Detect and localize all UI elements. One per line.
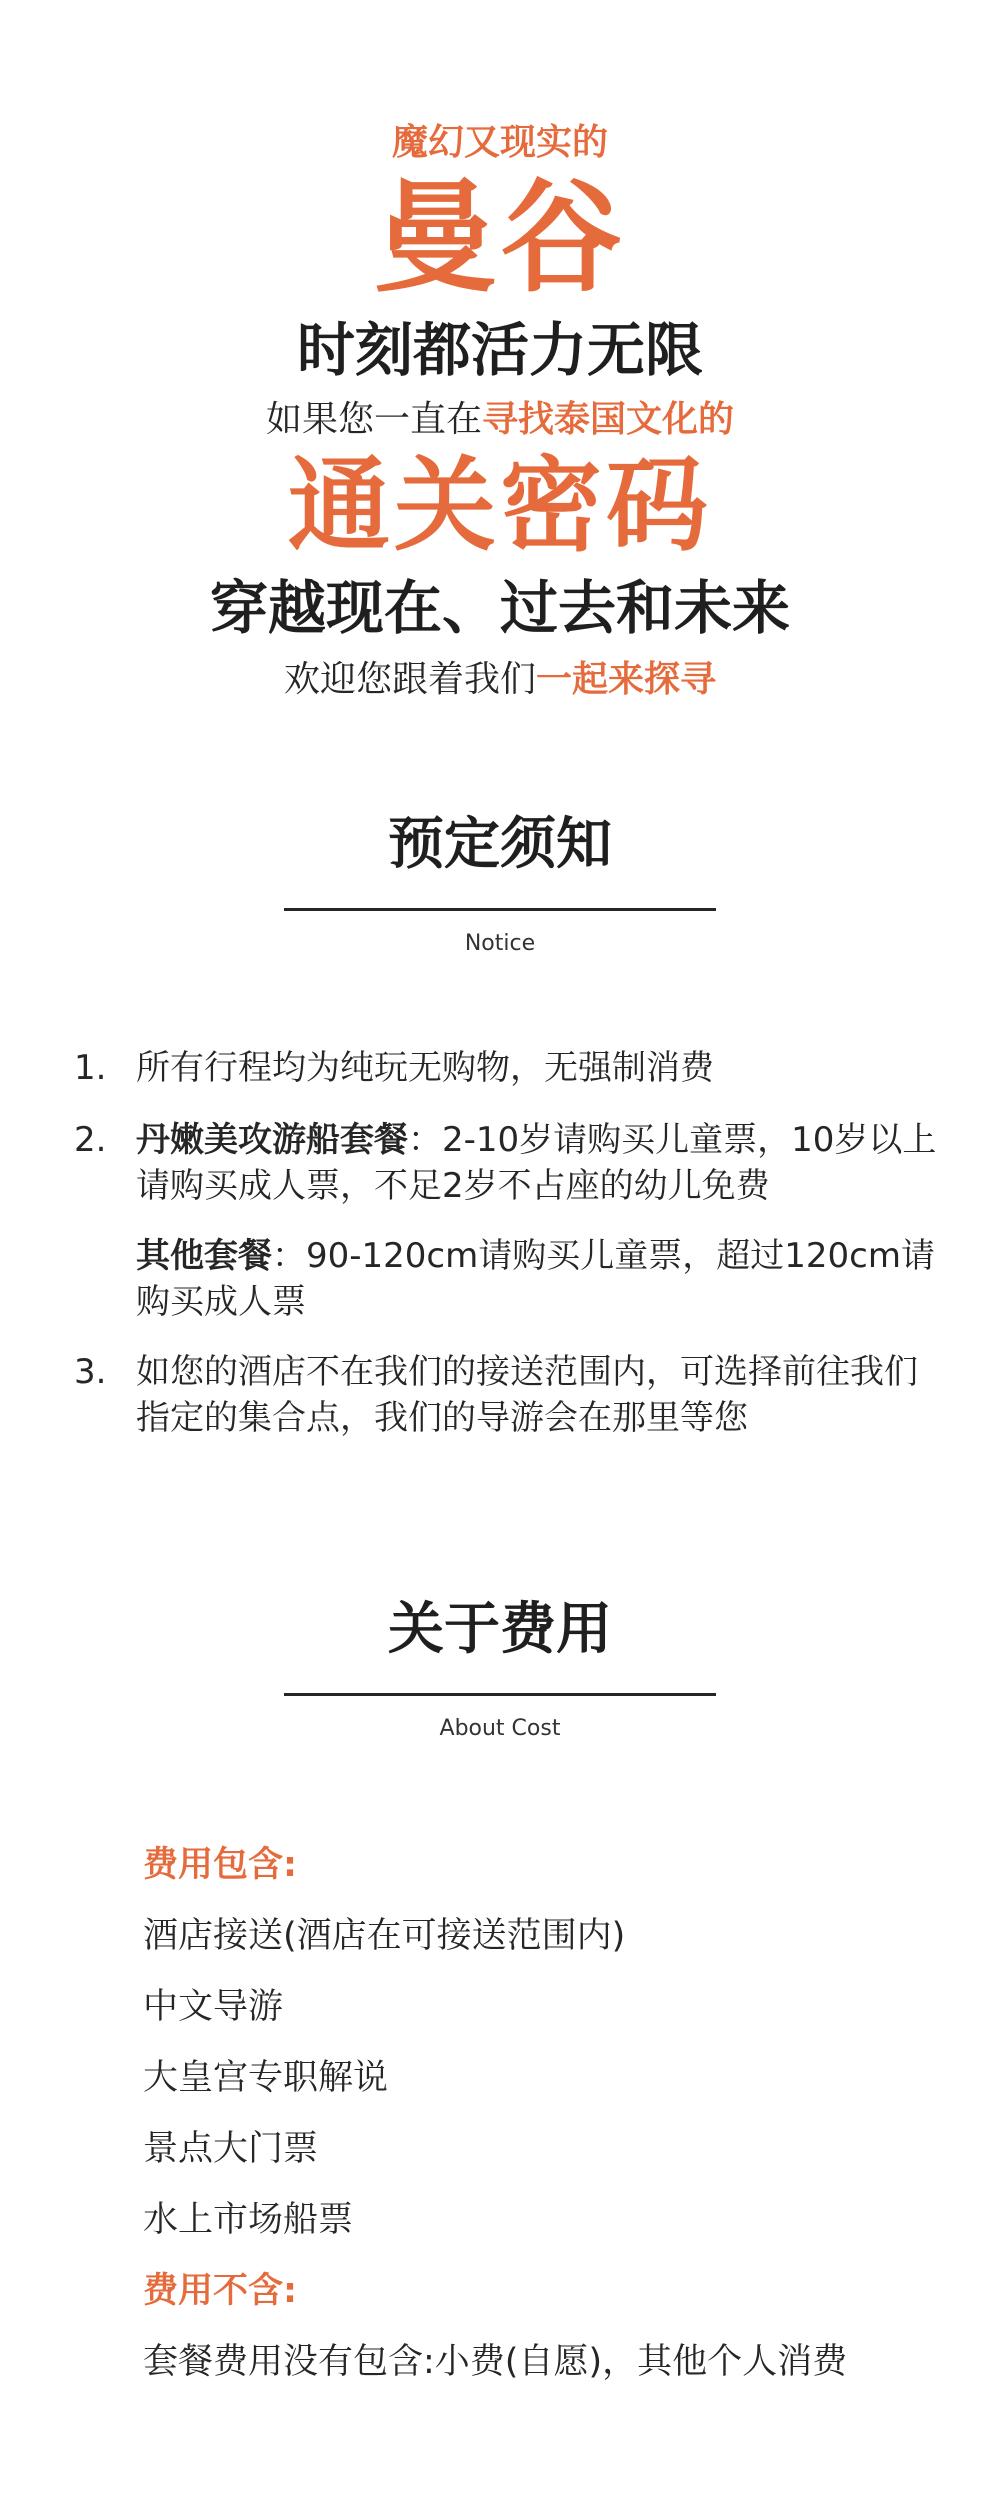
hero-intro <box>0 392 1000 448</box>
cost-included-item: 水上市场船票 <box>143 2200 354 2240</box>
notice-divider <box>284 908 716 911</box>
notice-list <box>70 1045 950 1441</box>
cost-included-item: 中文导游 <box>143 1987 284 2027</box>
cost-included-item: 大皇宫专职解说 <box>143 2058 389 2098</box>
hero-slogan: 时刻都活力无限 <box>296 316 703 384</box>
hero-time-slogan: 穿越现在、过去和未来 <box>209 574 790 642</box>
notice-item <box>70 1117 950 1209</box>
notice-item <box>70 1349 950 1441</box>
notice-item-number: 1. <box>74 1048 107 1088</box>
hero-password-title: 通关密码 <box>288 447 712 566</box>
hero-city-title: 曼谷 <box>374 167 626 309</box>
cost-included-item: 景点大门票 <box>143 2129 319 2169</box>
notice-subtitle: Notice <box>464 931 536 956</box>
notice-item <box>70 1045 950 1091</box>
notice-item <box>70 1233 950 1325</box>
cost-header <box>0 1595 1000 1744</box>
notice-item-text: ：2-10岁请购买儿童票，10岁以上请购买成人票，不足2岁不占座的幼儿免费 <box>136 1120 937 1206</box>
hero-tagline: 魔幻又现实的 <box>391 122 608 163</box>
notice-title: 预定须知 <box>388 812 612 877</box>
cost-excluded-item: 套餐费用没有包含:小费(自愿)，其他个人消费 <box>143 2342 848 2382</box>
notice-item-text: 所有行程均为纯玩无购物，无强制消费 <box>136 1048 714 1088</box>
hero-intro-plain: 如果您一直在 <box>265 399 482 440</box>
hero-invite-accent: 一起来探寻 <box>536 659 717 700</box>
cost-subtitle: About Cost <box>439 1716 561 1741</box>
cost-list <box>143 1830 963 2398</box>
hero-invite <box>0 652 1000 708</box>
hero-intro-accent: 寻找泰国文化的 <box>482 399 735 440</box>
notice-item-text: ：90-120cm请购买儿童票，超过120cm请购买成人票 <box>136 1236 935 1322</box>
hero-invite-plain: 欢迎您跟着我们 <box>283 659 536 700</box>
cost-divider <box>284 1693 716 1696</box>
cost-included-item: 酒店接送(酒店在可接送范围内) <box>143 1916 626 1956</box>
notice-item-text: 如您的酒店不在我们的接送范围内，可选择前往我们指定的集合点，我们的导游会在那里等您 <box>136 1352 918 1438</box>
cost-excluded-label: 费用不含: <box>143 2271 297 2311</box>
notice-item-number: 2. <box>74 1120 107 1160</box>
cost-title: 关于费用 <box>388 1597 612 1662</box>
notice-item-bold: 丹嫩美攻游船套餐 <box>136 1120 408 1160</box>
hero-banner <box>0 120 1000 708</box>
notice-item-number: 3. <box>74 1352 107 1392</box>
cost-included-label: 费用包含: <box>143 1845 297 1885</box>
notice-header <box>0 810 1000 959</box>
notice-item-bold: 其他套餐 <box>136 1236 272 1276</box>
